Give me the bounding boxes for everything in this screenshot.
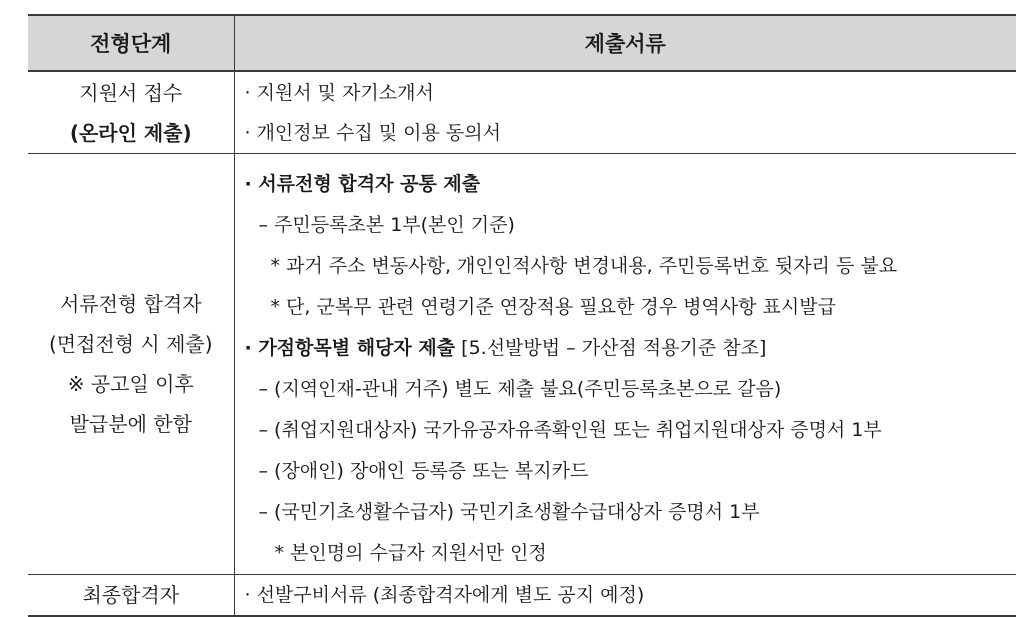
documents-cell (234, 71, 1016, 154)
document-note: * 과거 주소 변동사항, 개인인적사항 변경내용, 주민등록번호 뒷자리 등 불요 (270, 255, 898, 277)
documents-table (28, 14, 1016, 617)
header-stage: 전형단계 (28, 15, 234, 71)
table-row (28, 575, 1016, 617)
table-header-row (28, 15, 1016, 71)
document-item: · 선발구비서류 (최종합격자에게 별도 공지 예정) (244, 584, 645, 606)
document-note: * 본인명의 수급자 지원서만 인정 (274, 542, 547, 564)
stage-sublabel: (온라인 제출) (69, 120, 192, 145)
stage-label: 최종합격자 (82, 583, 180, 607)
header-documents: 제출서류 (234, 15, 1016, 71)
table-row (28, 71, 1016, 154)
stage-note: ※ 공고일 이후 (67, 372, 194, 396)
stage-sublabel: (면접전형 시 제출) (48, 332, 213, 356)
stage-label: 지원서 접수 (79, 80, 183, 105)
section-heading: · 가점항목별 해당자 제출 (244, 337, 456, 359)
stage-cell (28, 575, 234, 617)
stage-label: 서류전형 합격자 (59, 292, 202, 316)
stage-cell (28, 154, 234, 575)
documents-cell (234, 575, 1016, 617)
stage-note: 발급분에 한함 (69, 412, 192, 436)
document-item: – (취업지원대상자) 국가유공자유족확인원 또는 취업지원대상자 증명서 1부 (258, 419, 882, 441)
document-item: – (장애인) 장애인 등록증 또는 복지카드 (258, 460, 589, 482)
document-item: · 개인정보 수집 및 이용 동의서 (244, 121, 501, 144)
document-item: – (국민기초생활수급자) 국민기초생활수급대상자 증명서 1부 (258, 501, 760, 523)
document-note: * 단, 군복무 관련 연령기준 연장적용 필요한 경우 병역사항 표시발급 (270, 296, 836, 318)
table-row (28, 154, 1016, 575)
section-heading: · 서류전형 합격자 공통 제출 (244, 173, 481, 195)
document-item: · 지원서 및 자기소개서 (244, 81, 434, 104)
document-item: – 주민등록초본 1부(본인 기준) (258, 214, 515, 236)
section-reference: [5.선발방법 – 가산점 적용기준 참조] (461, 337, 767, 359)
stage-cell (28, 71, 234, 154)
document-item: – (지역인재-관내 거주) 별도 제출 불요(주민등록초본으로 갈음) (258, 378, 782, 400)
documents-cell (234, 154, 1016, 575)
